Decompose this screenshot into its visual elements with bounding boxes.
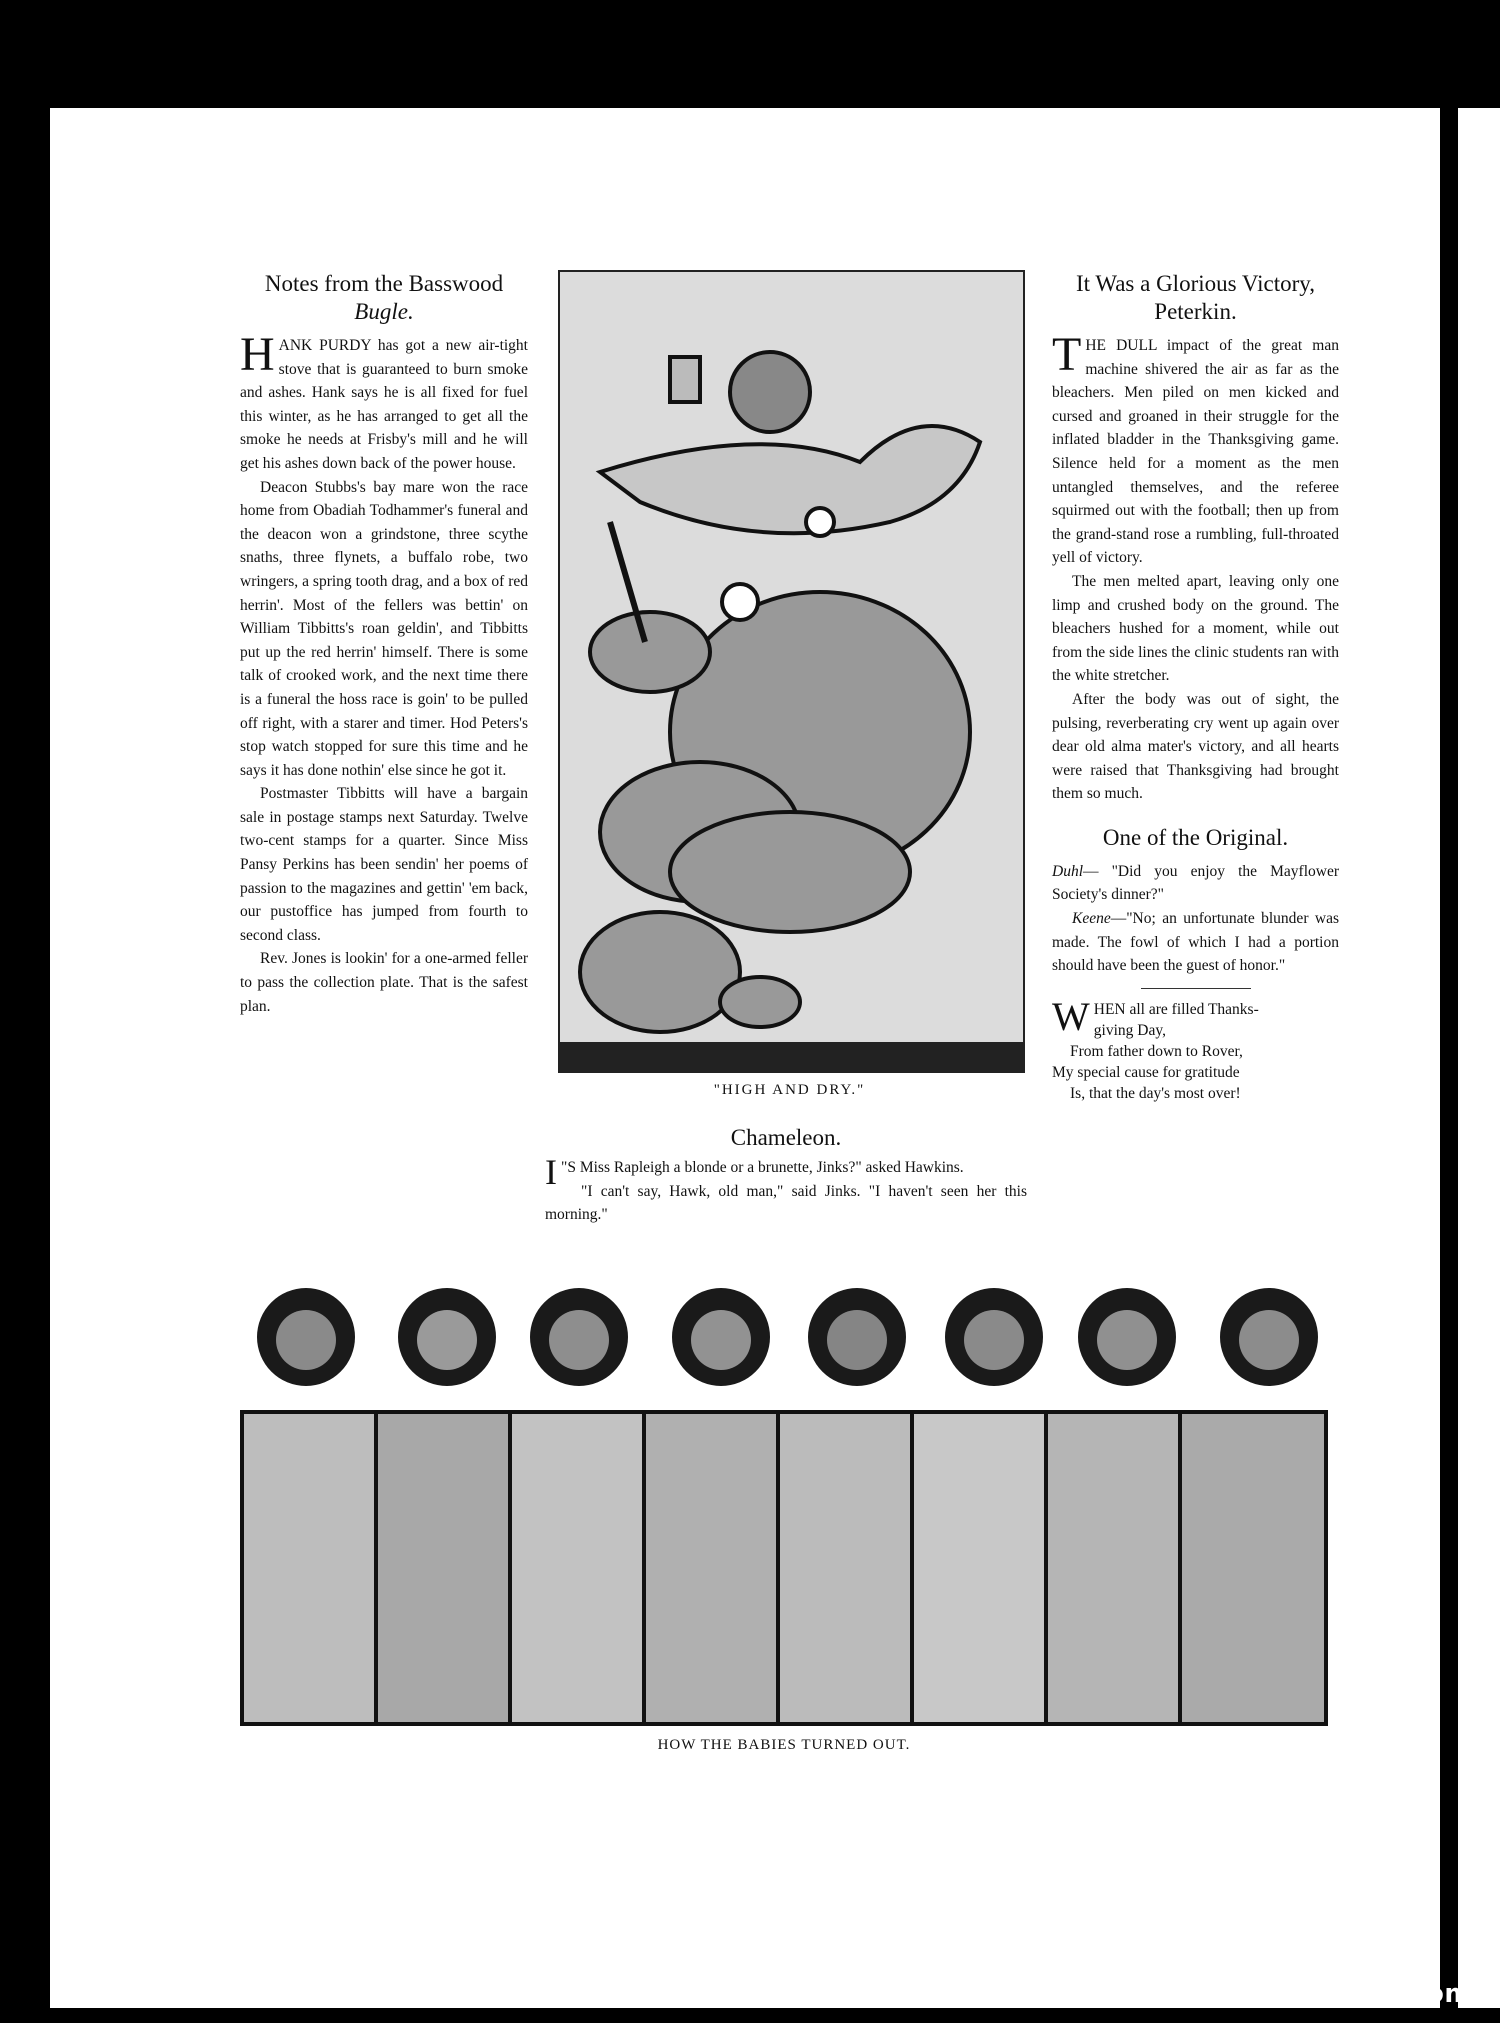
left-paragraph-2: Deacon Stubbs's bay mare won the race home from Obadiah Todhammer's funeral and the deacon won a grindstone, three scythe snaths, three flynets, a buffalo robe, two wringers, a spring tooth drag, and a box of red herrin'. Most of the fellers was bettin' on William Tibbitts's roan geldin', and Tibbitts put up the red herrin' himself. There is some talk of crooked work, and the next time there is a funeral the hoss race is goin' to be pulled off right, with a starer and timer. Hod Peters's stop watch stopped for sure this time and he says it has done nothin' else since he got it. <box>240 478 528 779</box>
right-paragraph-2: The men melted apart, leaving only one limp and crushed body on the ground. The bleachers hushed for a moment, while out from the side lines the clinic students ran with the white stretcher. <box>1052 572 1339 685</box>
original-line-2: Keene—"No; an unfortunate blunder was made. The fowl of which I had a portion should have been the guest of honor." <box>1052 910 1339 975</box>
chameleon-paragraph-2: "I can't say, Hawk, old man," said Jinks. "I haven't seen her this morning." <box>545 1182 1027 1224</box>
panel-farmer <box>780 1414 910 1722</box>
left-article <box>240 270 528 1018</box>
chameleon-article <box>545 1124 1027 1227</box>
original-line-1: Duhl— "Did you enjoy the Mayflower Society's dinner?" <box>1052 862 1339 904</box>
baby-portrait <box>398 1288 496 1386</box>
original-title: One of the Original. <box>1102 824 1289 850</box>
baby-portrait <box>257 1288 355 1386</box>
baby-portrait <box>945 1288 1043 1386</box>
aviator-cartoon <box>560 272 1023 1071</box>
panel-aviatrix <box>914 1414 1044 1722</box>
panel-washerwoman <box>646 1414 776 1722</box>
left-paragraph-3: Postmaster Tibbitts will have a bargain sale in postage stamps next Saturday. Twelve two-cent stamps for a quarter. Since Miss Pansy Perkins has been sendin' her poems of passion to the magazines and gettin' 'em back, our pustoffice has jumped from fourth to second class. <box>240 785 528 944</box>
baby-portraits-row <box>240 1288 1320 1388</box>
panel-policeman <box>1048 1414 1178 1722</box>
thanksgiving-poem: W HEN all are filled Thanks- giving Day, From father down to Rover, My special cause for gratitude Is, that the day's most over! <box>1052 993 1259 1102</box>
left-article-title: Notes from the Basswood Bugle. <box>264 271 504 324</box>
panel-dancer <box>378 1414 508 1722</box>
right-paragraph-1: THE DULL impact of the great man machine shivered the air as far as the bleachers. Men piled on men kicked and cursed and groaned in their struggle for the inflated bladder in the Thanksgiving game. Silence held for a moment as the men untangled themselves, and the referee squirmed out with the football; then up from the grand-stand rose a rumbling, full-throated yell of victory. <box>1052 328 1339 567</box>
left-paragraph-4: Rev. Jones is lookin' for a one-armed feller to pass the collection plate. That is the safest plan. <box>240 950 528 1015</box>
baby-portrait <box>530 1288 628 1386</box>
watermark: comicbooks.com <box>1222 1979 1472 2009</box>
chameleon-title: Chameleon. <box>730 1125 842 1150</box>
high-and-dry-illustration <box>558 270 1025 1073</box>
panel-boxer <box>512 1414 642 1722</box>
panel-businessman <box>244 1414 374 1722</box>
right-paragraph-3: After the body was out of sight, the pulsing, reverberating cry went up again over dear old alma mater's victory, and all hearts were raised that Thanksgiving had brought them so much. <box>1052 690 1339 803</box>
chameleon-paragraph-1: " I S Miss Rapleigh a blonde or a brunette, Jinks?" asked Hawkins. <box>545 1152 964 1192</box>
facing-page-edge <box>1458 108 1500 2008</box>
baby-portrait <box>1220 1288 1318 1386</box>
right-article-title: It Was a Glorious Victory, Peterkin. <box>1075 271 1316 324</box>
bottom-caption: HOW THE BABIES TURNED OUT. <box>657 1737 911 1753</box>
right-article <box>1052 270 1339 1104</box>
baby-portrait <box>672 1288 770 1386</box>
illustration-caption: "HIGH AND DRY." <box>713 1082 866 1098</box>
left-paragraph-1: HANK PURDY has got a new air-tight stove that is guaranteed to burn smoke and ashes. Hank says he is all fixed for fuel this winter, as he has arranged to get all the smoke he needs at Frisby's mill and he will get his ashes down back of the power house. <box>240 328 528 472</box>
panel-lady <box>1182 1414 1324 1722</box>
baby-portrait <box>808 1288 906 1386</box>
divider-rule <box>1141 988 1251 989</box>
baby-portrait <box>1078 1288 1176 1386</box>
grown-up-panels <box>240 1410 1328 1726</box>
